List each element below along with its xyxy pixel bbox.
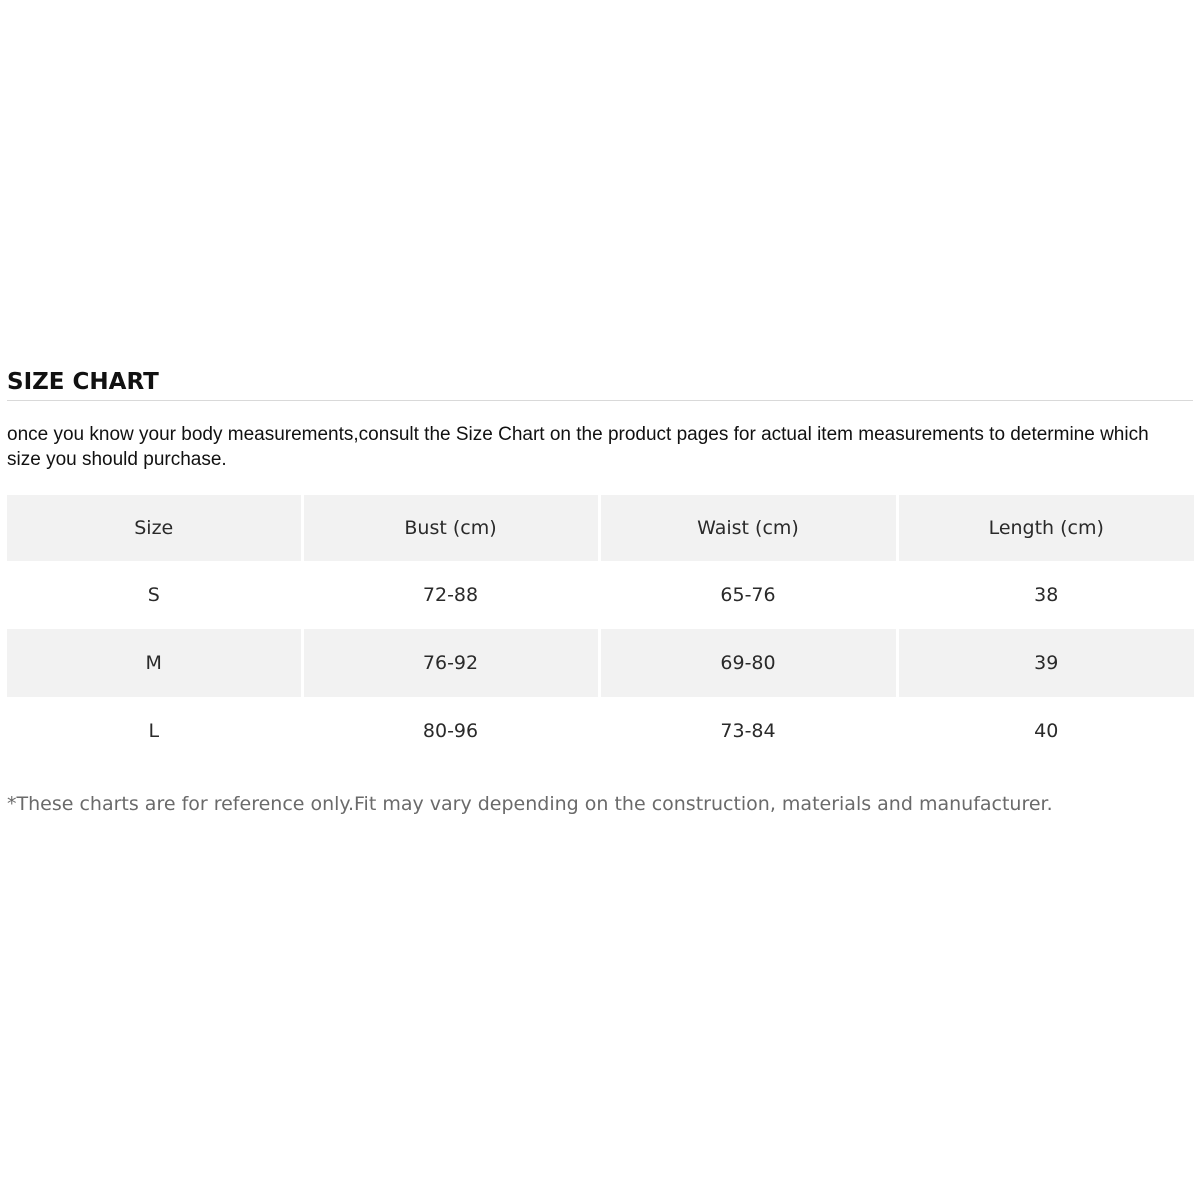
page-title: SIZE CHART — [7, 369, 159, 395]
cell-waist: 73-84 — [599, 697, 897, 765]
intro-text: once you know your body measurements,consult the Size Chart on the product pages for actual item measurements to determine which size you should purchase. — [7, 424, 1149, 470]
cell-size: M — [7, 629, 302, 697]
header-bust: Bust (cm) — [302, 495, 599, 561]
cell-length: 40 — [897, 697, 1194, 765]
size-chart-table — [7, 495, 1194, 765]
cell-size: L — [148, 720, 160, 742]
cell-bust: 72-88 — [302, 561, 599, 629]
table-row — [7, 697, 1194, 765]
cell-length: 38 — [897, 561, 1194, 629]
cell-length: 39 — [897, 629, 1194, 697]
cell-waist: 65-76 — [599, 561, 897, 629]
cell-size: S — [147, 584, 160, 606]
cell-bust: 76-92 — [302, 629, 599, 697]
table-row — [7, 561, 1194, 629]
disclaimer-note: *These charts are for reference only.Fit may vary depending on the construction, materials and manufacturer. — [7, 793, 1053, 815]
cell-waist: 69-80 — [599, 629, 897, 697]
header-waist: Waist (cm) — [599, 495, 897, 561]
header-size: Size — [7, 495, 302, 561]
table-header-row — [7, 495, 1194, 561]
cell-bust: 80-96 — [302, 697, 599, 765]
table-row — [7, 629, 1194, 697]
header-length: Length (cm) — [897, 495, 1194, 561]
title-divider — [7, 400, 1193, 401]
